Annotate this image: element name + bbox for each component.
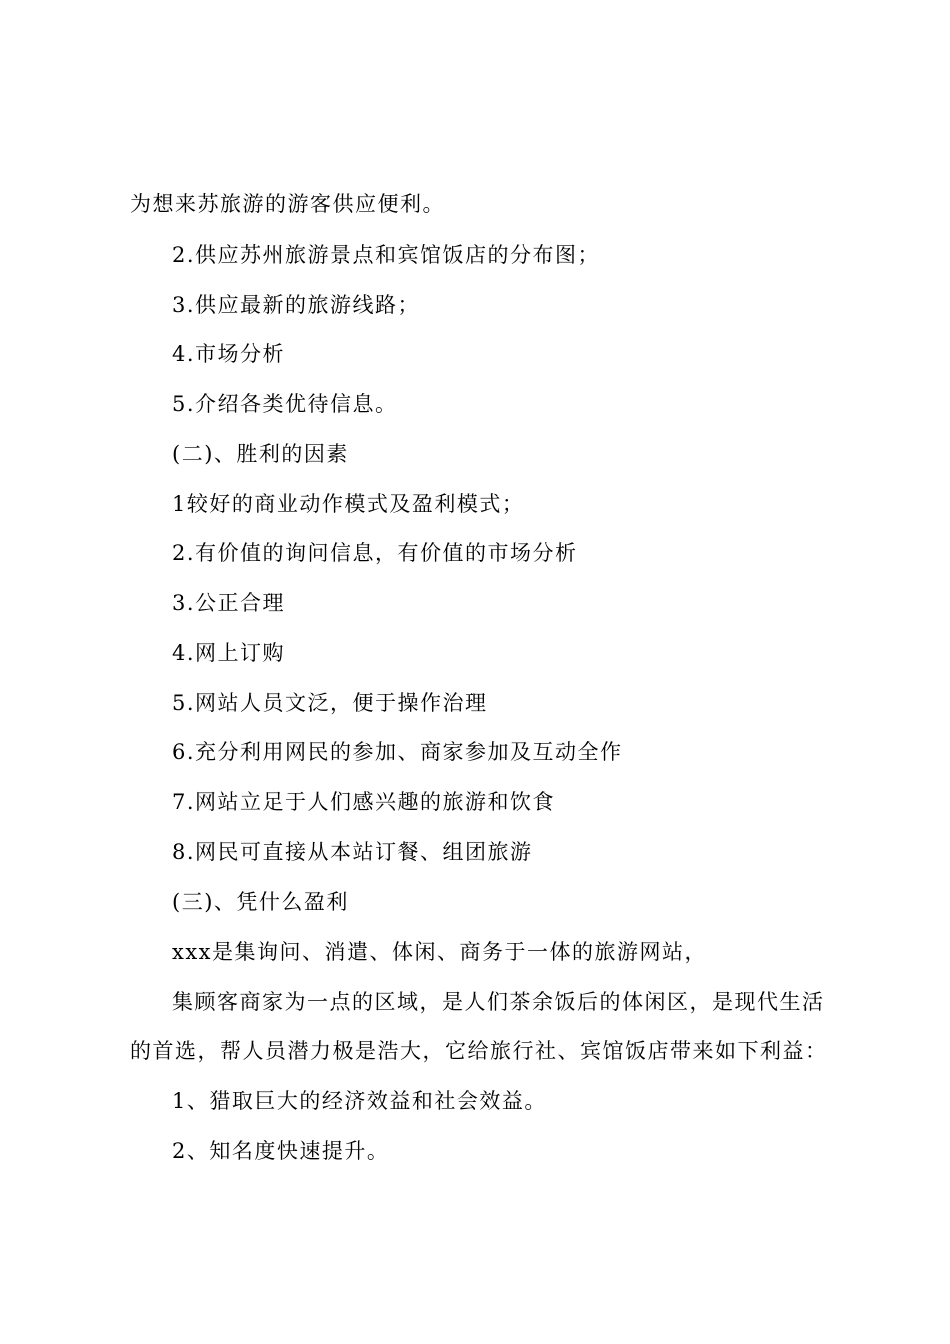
list-item: 1、猎取巨大的经济效益和社会效益。 <box>172 1089 547 1113</box>
list-item: 1较好的商业动作模式及盈利模式； <box>172 492 525 516</box>
list-item: 3.公正合理 <box>172 591 286 615</box>
paragraph-first-line: 集顾客商家为一点的区域，是人们茶余饭后的体闲区，是现代生活 <box>172 990 825 1014</box>
paragraph-continuation: 的首选，帮人员潜力极是浩大，它给旅行社、宾馆饭店带来如下利益： <box>130 1039 828 1063</box>
list-item: 6.充分利用网民的参加、商家参加及互动全作 <box>172 740 623 764</box>
list-item: 2.供应苏州旅游景点和宾馆饭店的分布图； <box>172 243 601 267</box>
list-item: 7.网站立足于人们感兴趣的旅游和饮食 <box>172 790 556 814</box>
paragraph: xxx是集询问、消遣、体闲、商务于一体的旅游网站， <box>172 940 708 964</box>
list-item: 3.供应最新的旅游线路； <box>172 293 421 317</box>
list-item: 5.介绍各类优待信息。 <box>172 392 398 416</box>
list-item: 5.网站人员文泛，便于操作治理 <box>172 691 488 715</box>
list-item: 4.市场分析 <box>172 342 286 366</box>
list-item: 8.网民可直接从本站订餐、组团旅游 <box>172 840 533 864</box>
list-item: 2.有价值的询问信息，有价值的市场分析 <box>172 541 578 565</box>
section-heading: (二)、胜利的因素 <box>172 442 349 466</box>
section-heading: (三)、凭什么盈利 <box>172 890 349 914</box>
list-item: 2、知名度快速提升。 <box>172 1139 390 1163</box>
paragraph-continuation: 为想来苏旅游的游客供应便利。 <box>130 192 445 216</box>
list-item: 4.网上订购 <box>172 641 286 665</box>
